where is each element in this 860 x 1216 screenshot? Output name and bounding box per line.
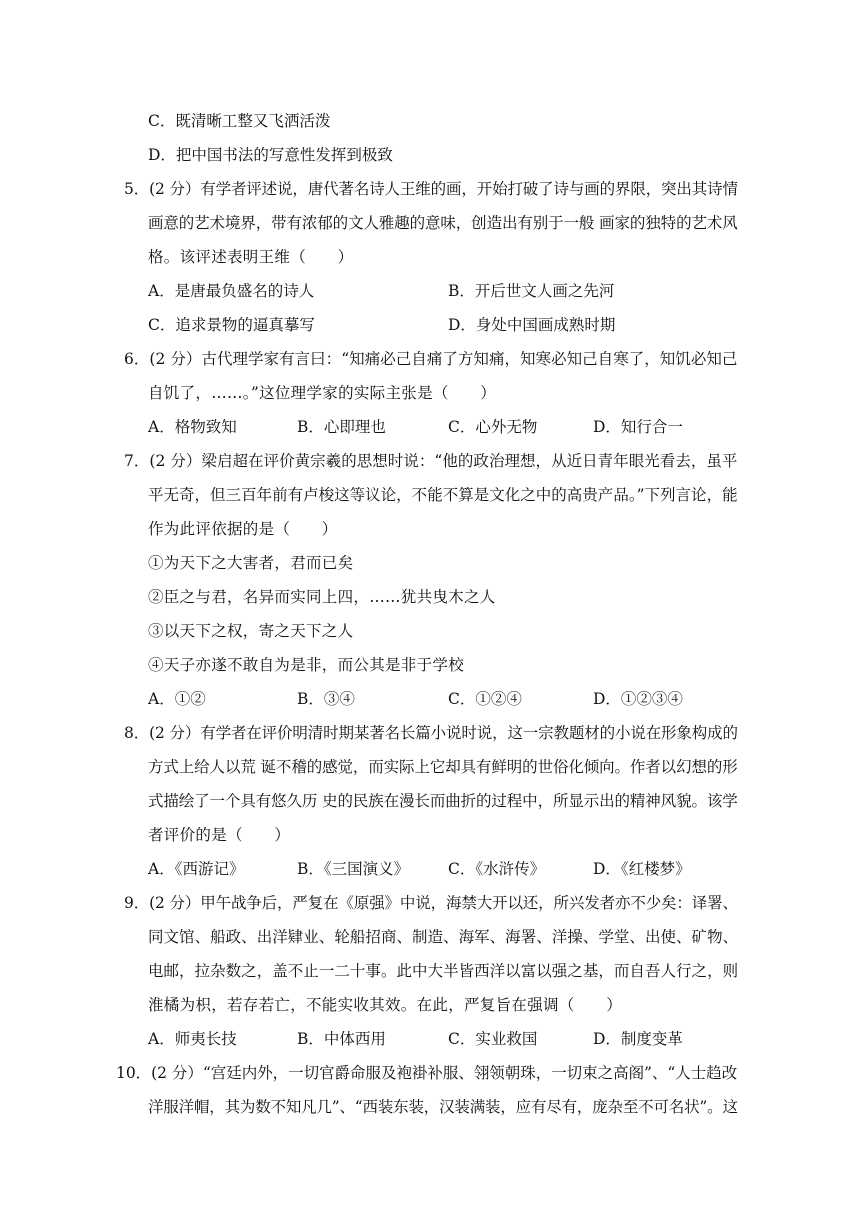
q7-statement-2: ②臣之与君，名异而实同上四，……犹共曳木之人: [148, 588, 496, 606]
q7-statement-1: ①为天下之大害者，君而已矣: [148, 554, 354, 572]
q5-stem-line3: 格。该评述表明王维（ ）: [148, 248, 354, 266]
q8-option-a: A．《西游记》: [148, 860, 245, 878]
q7-stem-line1: 7．(2 分）梁启超在评价黄宗羲的思想时说：“他的政治理想，从近日青年眼光看去，虽平: [124, 452, 738, 470]
q7-statement-3: ③以天下之权，寄之天下之人: [148, 622, 354, 640]
q9-stem-line4: 淮橘为枳，若存若亡，不能实收其效。在此，严复旨在强调（ ）: [148, 996, 623, 1014]
q6-option-c: C．心外无物: [448, 418, 538, 436]
q8-option-d: D．《红楼梦》: [593, 860, 691, 878]
q5-option-d: D．身处中国画成熟时期: [448, 316, 616, 334]
q8-stem-line1: 8．(2 分）有学者在评价明清时期某著名长篇小说时说，这一宗教题材的小说在形象构成的: [124, 724, 738, 742]
q6-stem-line1: 6．(2 分）古代理学家有言曰：“知痛必己自痛了方知痛，知寒必知己自寒了，知饥必知己: [124, 350, 738, 368]
q9-option-a: A．师夷长技: [148, 1030, 237, 1048]
q8-stem-line2: 方式上给人以荒 诞不稽的感觉，而实际上它却具有鲜明的世俗化倾向。作者以幻想的形: [148, 758, 738, 776]
q6-option-b: B．心即理也: [297, 418, 386, 436]
q7-option-c: C．①②④: [448, 690, 522, 708]
q8-option-b: B．《三国演义》: [297, 860, 410, 878]
q7-option-a: A．①②: [148, 690, 206, 708]
q7-option-b: B．③④: [297, 690, 355, 708]
q9-option-d: D．制度变革: [593, 1030, 683, 1048]
q7-statement-4: ④天子亦遂不敢自为是非，而公其是非于学校: [148, 656, 465, 674]
q5-stem-line1: 5．(2 分）有学者评述说，唐代著名诗人王维的画，开始打破了诗与画的界限，突出其诗情: [124, 180, 738, 198]
q9-stem-line3: 电邮，拉杂数之，盖不止一二十事。此中大半皆西洋以富以强之基，而自吾人行之，则: [148, 962, 739, 980]
q7-stem-line3: 作为此评依据的是（ ）: [148, 520, 338, 538]
q5-option-b: B．开后世文人画之先河: [448, 282, 615, 300]
q10-stem-line1: 10．(2 分）“宫廷内外，一切官爵命服及袍褂补服、翎领朝珠，一切束之高阁”、“人士趋改: [116, 1064, 738, 1082]
q10-stem-line2: 洋服洋帽，其为数不知凡几”、“西装东装，汉装满装，应有尽有，庞杂至不可名状”。这: [148, 1098, 738, 1116]
q4-option-d: D．把中国书法的写意性发挥到极致: [148, 146, 393, 164]
q8-stem-line4: 者评价的是（ ）: [148, 826, 291, 844]
q4-option-c: C．既清晰工整又飞洒活泼: [148, 112, 331, 130]
q6-option-d: D．知行合一: [593, 418, 683, 436]
q9-stem-line1: 9．(2 分）甲午战争后，严复在《原强》中说，海禁大开以还，所兴发者亦不少矣：译署、: [124, 894, 738, 912]
q5-option-c: C．追求景物的逼真摹写: [148, 316, 315, 334]
q6-stem-line2: 自饥了，……。”这位理学家的实际主张是（ ）: [148, 384, 497, 402]
q7-stem-line2: 平无奇，但三百年前有卢梭这等议论，不能不算是文化之中的高贵产品。”下列言论，能: [148, 486, 738, 504]
q7-option-d: D．①②③④: [593, 690, 683, 708]
q9-option-b: B．中体西用: [297, 1030, 386, 1048]
q6-option-a: A．格物致知: [148, 418, 237, 436]
q5-option-a: A．是唐最负盛名的诗人: [148, 282, 315, 300]
q5-stem-line2: 画意的艺术境界，带有浓郁的文人雅趣的意味，创造出有别于一般 画家的独特的艺术风: [148, 214, 738, 232]
q9-stem-line2: 同文馆、船政、出洋肄业、轮船招商、制造、海军、海署、洋操、学堂、出使、矿物、: [148, 928, 739, 946]
q8-option-c: C．《水浒传》: [448, 860, 546, 878]
q8-stem-line3: 式描绘了一个具有悠久历 史的民族在漫长而曲折的过程中，所显示出的精神风貌。该学: [148, 792, 738, 810]
q9-option-c: C．实业救国: [448, 1030, 538, 1048]
